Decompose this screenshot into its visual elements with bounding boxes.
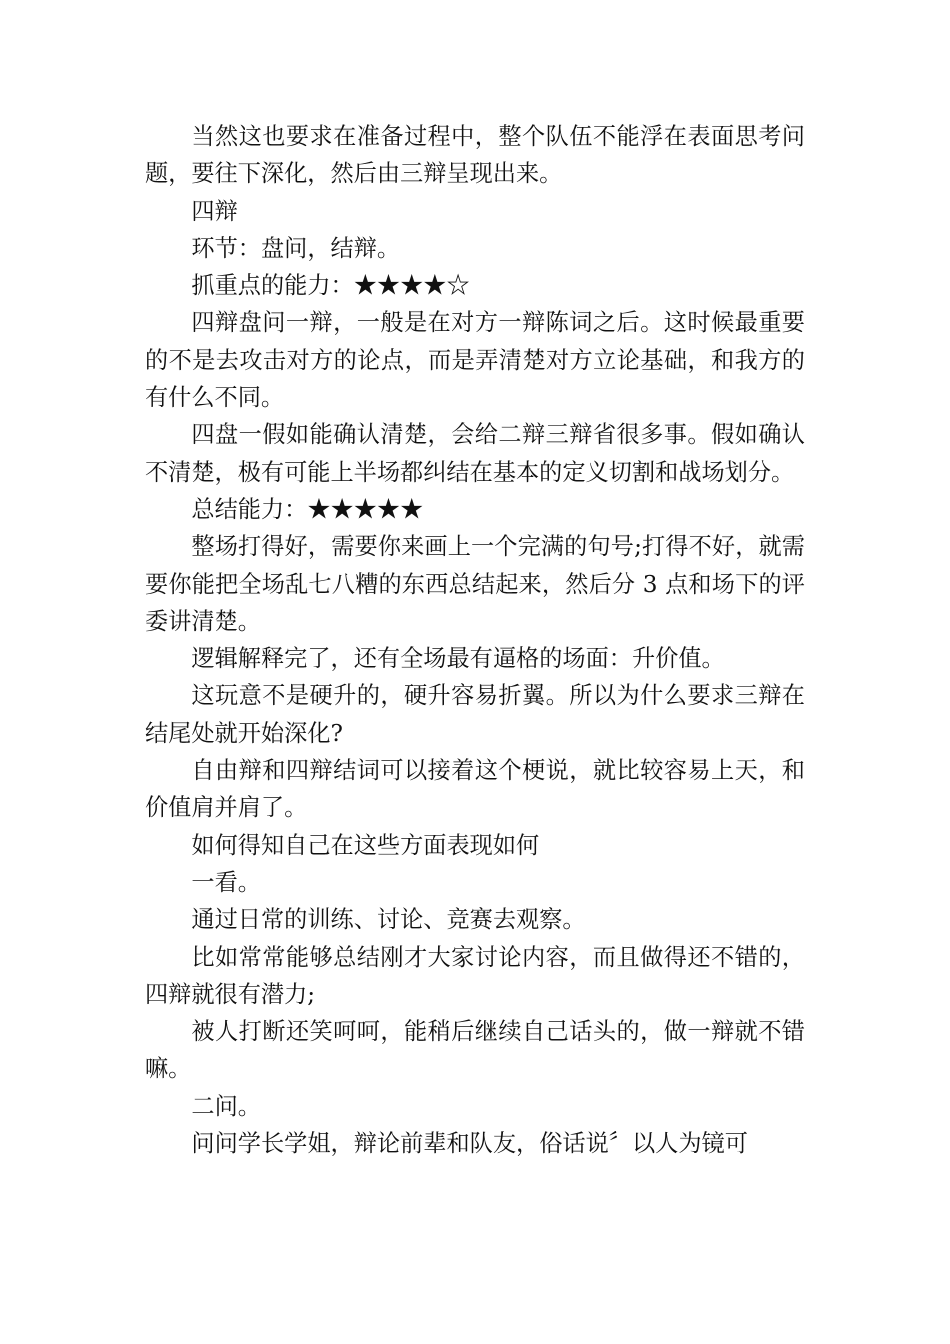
paragraph-step-ask: 二问。 xyxy=(191,1092,261,1120)
paragraph-cross-exam: 四辩盘问一辩，一般是在对方一辩陈词之后。这时候最重要的不是去攻击对方的论点，而是弄清楚对方立论基础，和我方的有什么不同。 xyxy=(145,309,805,412)
paragraph-raise-value: 逻辑解释完了，还有全场最有逼格的场面：升价值。 xyxy=(191,645,725,673)
paragraph-key-point-rating: 抓重点的能力：★★★★☆ xyxy=(191,272,470,300)
paragraph-step-look: 一看。 xyxy=(191,868,261,896)
paragraph-confirm-basis: 四盘一假如能确认清楚，会给二辩三辩省很多事。假如确认不清楚，极有可能上半场都纠结在基本的定义切割和战场划分。 xyxy=(145,421,805,486)
document-body xyxy=(145,118,805,1162)
paragraph-observe: 通过日常的训练、讨论、竞赛去观察。 xyxy=(191,906,586,934)
paragraph-free-debate: 自由辩和四辩结词可以接着这个梗说，就比较容易上天，和价值肩并肩了。 xyxy=(145,757,805,822)
paragraph-fourth-potential: 比如常常能够总结刚才大家讨论内容，而且做得还不错的，四辩就很有潜力; xyxy=(145,943,805,1008)
paragraph-summary-rating: 总结能力：★★★★★ xyxy=(191,495,424,523)
paragraph-not-forced: 这玩意不是硬升的，硬升容易折翼。所以为什么要求三辩在结尾处就开始深化? xyxy=(145,682,805,747)
paragraph-intro-continuation: 当然这也要求在准备过程中，整个队伍不能浮在表面思考问题，要往下深化，然后由三辩呈现出来。 xyxy=(145,123,805,188)
section-heading-self-assessment: 如何得知自己在这些方面表现如何 xyxy=(191,831,540,859)
paragraph-summary-explanation: 整场打得好，需要你来画上一个完满的句号;打得不好，就需要你能把全场乱七八糟的东西总结起来，然后分 3 点和场下的评委讲清楚。 xyxy=(145,533,805,635)
paragraph-ask-seniors: 问问学长学姐，辩论前辈和队友，俗话说〞以人为镜可 xyxy=(191,1130,748,1158)
paragraph-first-potential: 被人打断还笑呵呵，能稍后继续自己话头的，做一辩就不错嘛。 xyxy=(145,1018,805,1083)
section-heading-fourth-debater: 四辩 xyxy=(191,197,238,225)
paragraph-stages: 环节：盘问，结辩。 xyxy=(191,234,401,262)
